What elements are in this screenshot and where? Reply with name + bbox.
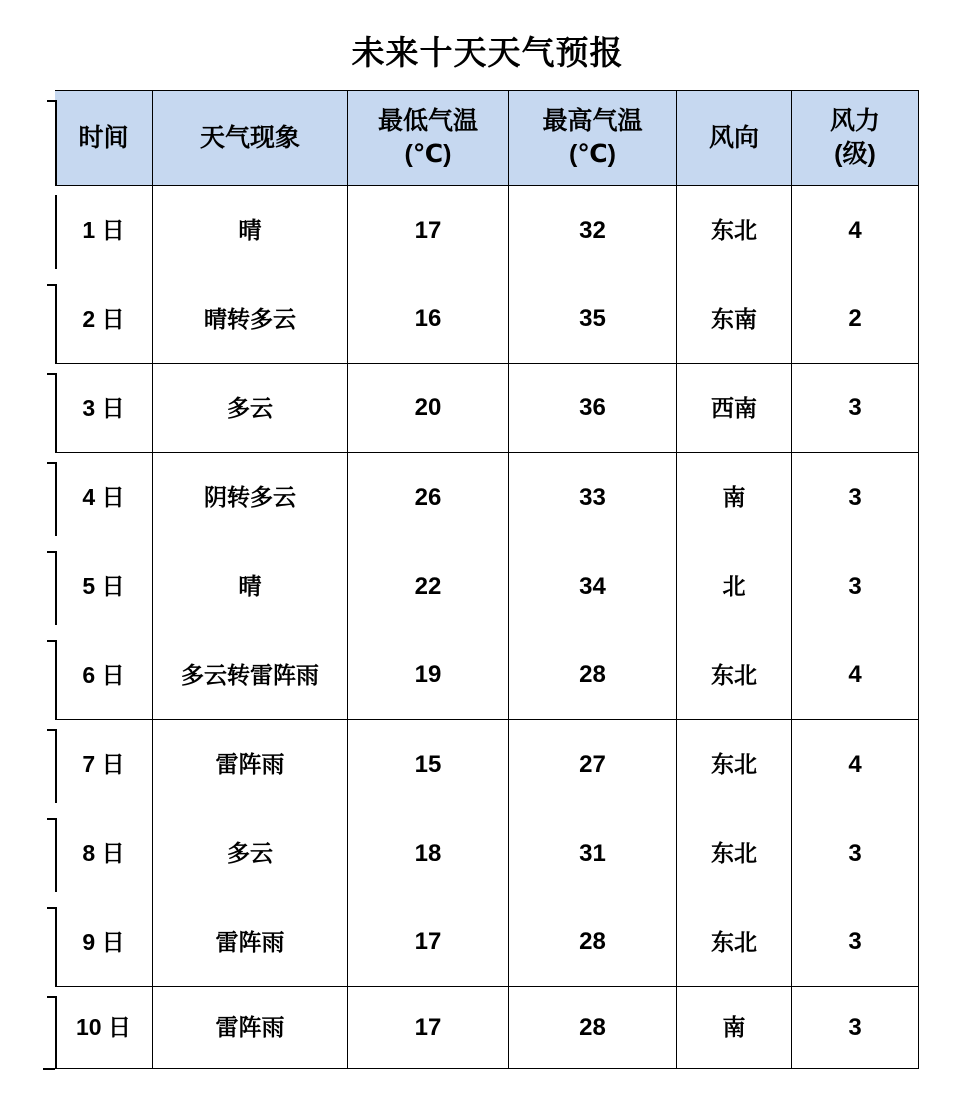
cell-weather: 多云 xyxy=(152,364,347,453)
cell-wind-direction: 北 xyxy=(676,542,791,631)
cell-wind-force: 4 xyxy=(791,631,918,720)
cell-min-temp: 26 xyxy=(347,453,508,542)
cell-wind-force: 2 xyxy=(791,275,918,364)
header-label: 风力 xyxy=(829,107,880,135)
cell-wind-force: 4 xyxy=(791,720,918,809)
header-label: 时间 xyxy=(78,123,129,152)
cell-day: 9 日 xyxy=(55,898,152,987)
cell-wind-force: 3 xyxy=(791,364,918,453)
cell-weather: 晴 xyxy=(152,186,347,275)
header-weather xyxy=(152,91,347,186)
cell-max-temp: 28 xyxy=(508,898,676,987)
cell-day: 5 日 xyxy=(55,542,152,631)
cell-wind-direction: 南 xyxy=(676,987,791,1068)
cell-min-temp: 17 xyxy=(347,987,508,1068)
cell-wind-direction: 东南 xyxy=(676,275,791,364)
cell-wind-force: 3 xyxy=(791,453,918,542)
cell-day: 10 日 xyxy=(55,987,152,1068)
cell-min-temp: 19 xyxy=(347,631,508,720)
cell-min-temp: 20 xyxy=(347,364,508,453)
cell-wind-direction: 东北 xyxy=(676,631,791,720)
cell-max-temp: 32 xyxy=(508,186,676,275)
cell-weather: 多云 xyxy=(152,809,347,898)
cell-wind-force: 3 xyxy=(791,987,918,1068)
cell-max-temp: 34 xyxy=(508,542,676,631)
cell-min-temp: 17 xyxy=(347,186,508,275)
cell-wind-direction: 西南 xyxy=(676,364,791,453)
cell-wind-direction: 东北 xyxy=(676,809,791,898)
cell-day: 7 日 xyxy=(55,720,152,809)
cell-max-temp: 35 xyxy=(508,275,676,364)
header-label: 最低气温 xyxy=(377,107,478,135)
header-min-temp xyxy=(347,91,508,186)
cell-max-temp: 33 xyxy=(508,453,676,542)
cell-wind-force: 3 xyxy=(791,809,918,898)
cell-min-temp: 16 xyxy=(347,275,508,364)
header-label: 风向 xyxy=(708,123,759,152)
header-label: 天气现象 xyxy=(199,123,300,152)
header-label: 最高气温 xyxy=(542,107,643,135)
header-unit: (℃) xyxy=(404,140,452,168)
cell-weather: 雷阵雨 xyxy=(152,987,347,1068)
cell-wind-direction: 东北 xyxy=(676,720,791,809)
cell-min-temp: 17 xyxy=(347,898,508,987)
cell-day: 4 日 xyxy=(55,453,152,542)
cell-weather: 雷阵雨 xyxy=(152,720,347,809)
cell-max-temp: 36 xyxy=(508,364,676,453)
cell-wind-force: 3 xyxy=(791,542,918,631)
header-wind-force xyxy=(791,91,918,186)
header-time xyxy=(55,91,152,186)
page-title: 未来十天天气预报 xyxy=(351,34,624,71)
header-unit: (℃) xyxy=(569,140,616,168)
cell-wind-force: 4 xyxy=(791,186,918,275)
cell-wind-force: 3 xyxy=(791,898,918,987)
cell-wind-direction: 南 xyxy=(676,453,791,542)
cell-min-temp: 15 xyxy=(347,720,508,809)
cell-max-temp: 27 xyxy=(508,720,676,809)
cell-weather: 雷阵雨 xyxy=(152,898,347,987)
cell-max-temp: 28 xyxy=(508,631,676,720)
cell-wind-direction: 东北 xyxy=(676,186,791,275)
cell-min-temp: 22 xyxy=(347,542,508,631)
cell-weather: 晴 xyxy=(152,542,347,631)
cell-weather: 多云转雷阵雨 xyxy=(152,631,347,720)
header-wind-direction xyxy=(676,91,791,186)
cell-weather: 晴转多云 xyxy=(152,275,347,364)
cell-min-temp: 18 xyxy=(347,809,508,898)
forecast-table xyxy=(55,90,919,1069)
cell-wind-direction: 东北 xyxy=(676,898,791,987)
cell-day: 1 日 xyxy=(55,186,152,275)
header-unit: (级) xyxy=(834,140,876,168)
cell-max-temp: 28 xyxy=(508,987,676,1068)
cell-max-temp: 31 xyxy=(508,809,676,898)
cell-day: 8 日 xyxy=(55,809,152,898)
cell-weather: 阴转多云 xyxy=(152,453,347,542)
header-max-temp xyxy=(508,91,676,186)
cell-day: 2 日 xyxy=(55,275,152,364)
cell-day: 6 日 xyxy=(55,631,152,720)
cell-day: 3 日 xyxy=(55,364,152,453)
